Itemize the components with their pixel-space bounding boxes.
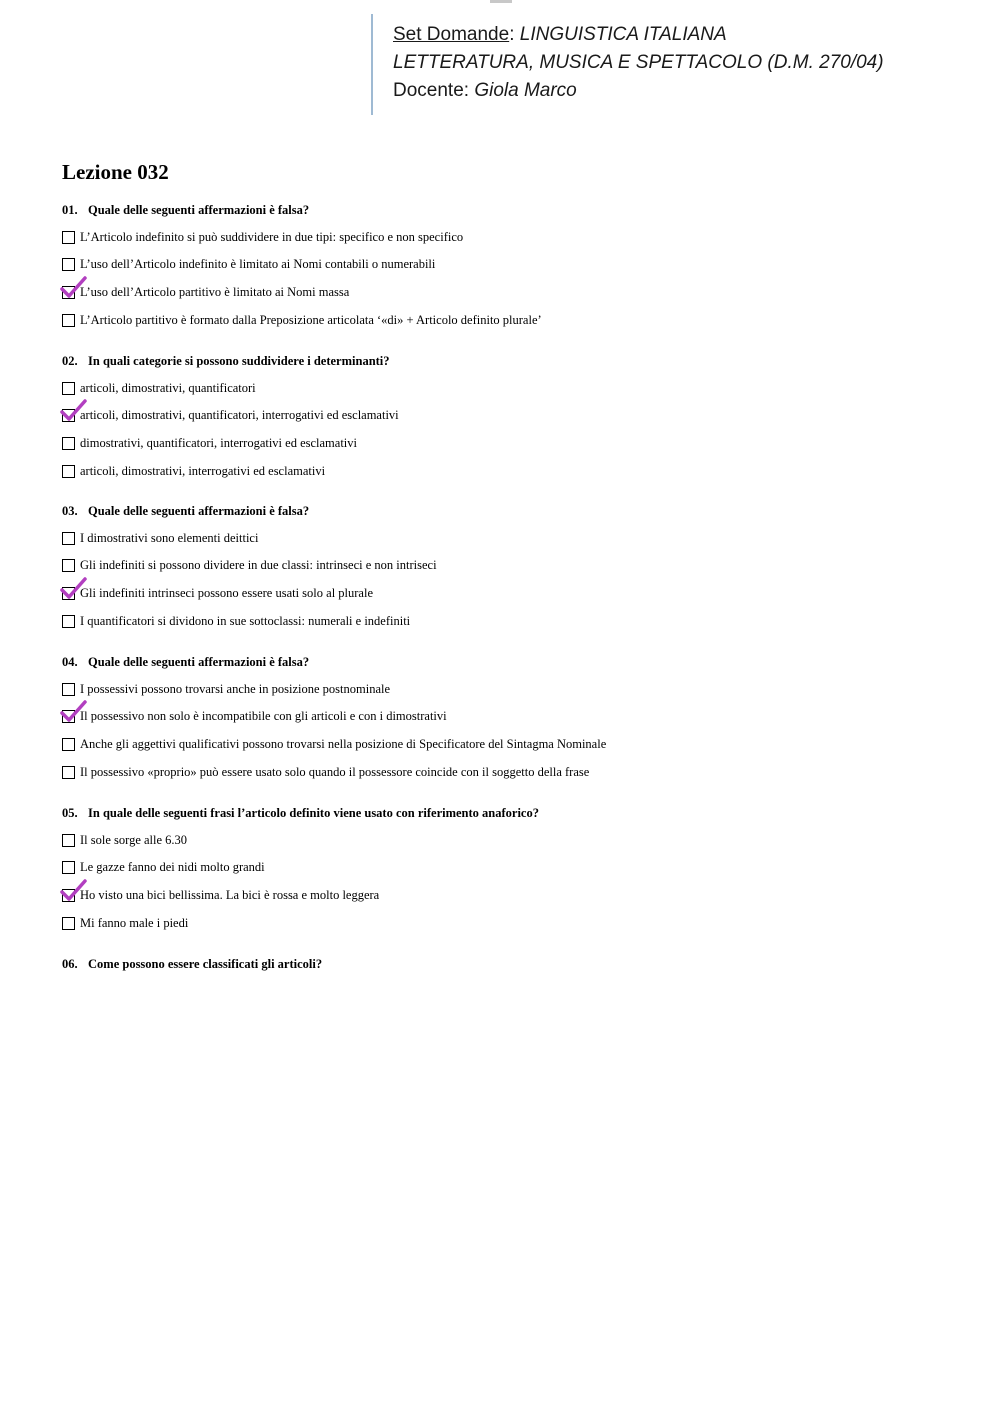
question-text: In quale delle seguenti frasi l’articolo definito viene usato con riferimento anaforico? xyxy=(88,806,539,820)
question-text: Quale delle seguenti affermazioni è falsa? xyxy=(88,504,310,518)
question-number: 06. xyxy=(62,957,78,971)
question-text: Quale delle seguenti affermazioni è falsa? xyxy=(88,203,310,217)
question-number: 03. xyxy=(62,504,78,518)
answer-checkbox[interactable] xyxy=(62,382,75,395)
answer-text: I possessivi possono trovarsi anche in posizione postnominale xyxy=(80,681,391,696)
answer-option[interactable] xyxy=(62,612,410,630)
answer-option[interactable] xyxy=(62,886,379,904)
answer-text: L’uso dell’Articolo indefinito è limitato ai Nomi contabili o numerabili xyxy=(80,257,436,272)
answer-checkbox[interactable] xyxy=(62,437,75,450)
answer-option[interactable] xyxy=(62,529,258,547)
question-number: 05. xyxy=(62,806,78,820)
checkmark-icon xyxy=(60,276,88,300)
answer-text: I dimostrativi sono elementi deittici xyxy=(80,530,259,545)
answer-option[interactable] xyxy=(62,831,187,849)
question-set-label: Set Domande xyxy=(393,24,510,45)
question-set-subject: LINGUISTICA ITALIANA xyxy=(519,24,727,45)
question-set-separator: : xyxy=(509,24,520,45)
answer-text: articoli, dimostrativi, interrogativi ed esclamativi xyxy=(80,463,326,478)
teacher-name: Giola Marco xyxy=(474,80,577,101)
question-heading xyxy=(62,957,322,972)
answer-checkbox[interactable] xyxy=(62,917,75,930)
answer-option[interactable] xyxy=(62,407,399,425)
question-number: 01. xyxy=(62,203,78,217)
answer-checkbox[interactable] xyxy=(62,314,75,327)
answer-checkbox[interactable] xyxy=(62,710,75,723)
question-heading xyxy=(62,354,390,369)
answer-text: Il sole sorge alle 6.30 xyxy=(80,832,188,847)
answer-checkbox[interactable] xyxy=(62,532,75,545)
answer-checkbox[interactable] xyxy=(62,766,75,779)
answer-checkbox[interactable] xyxy=(62,861,75,874)
answer-option[interactable] xyxy=(62,283,349,301)
answer-option[interactable] xyxy=(62,557,437,575)
question-set-line xyxy=(393,21,884,49)
answer-checkbox[interactable] xyxy=(62,587,75,600)
teacher-label: Docente: xyxy=(393,80,475,101)
answer-text: Le gazze fanno dei nidi molto grandi xyxy=(80,860,265,875)
answer-checkbox[interactable] xyxy=(62,465,75,478)
answer-text: I quantificatori si dividono in sue sottoclassi: numerali e indefiniti xyxy=(80,613,411,628)
top-margin-mark xyxy=(490,0,512,3)
lesson-title: Lezione 032 xyxy=(62,160,169,184)
checkmark-icon xyxy=(60,879,88,903)
answer-text: Mi fanno male i piedi xyxy=(80,915,189,930)
answer-text: Ho visto una bici bellissima. La bici è rossa e molto leggera xyxy=(80,887,380,902)
answer-checkbox[interactable] xyxy=(62,559,75,572)
question-heading xyxy=(62,203,309,218)
answer-checkbox[interactable] xyxy=(62,834,75,847)
answer-text: Gli indefiniti si possono dividere in due classi: intrinseci e non intriseci xyxy=(80,558,437,573)
answer-option[interactable] xyxy=(62,379,256,397)
question-number: 02. xyxy=(62,354,78,368)
answer-text: articoli, dimostrativi, quantificatori xyxy=(80,380,256,395)
answer-checkbox[interactable] xyxy=(62,615,75,628)
answer-option[interactable] xyxy=(62,462,325,480)
answer-option[interactable] xyxy=(62,311,542,329)
answer-option[interactable] xyxy=(62,680,390,698)
answer-option[interactable] xyxy=(62,434,357,452)
answer-checkbox[interactable] xyxy=(62,738,75,751)
answer-text: dimostrativi, quantificatori, interrogativi ed esclamativi xyxy=(80,435,358,450)
answer-option[interactable] xyxy=(62,708,447,726)
answer-text: articoli, dimostrativi, quantificatori, interrogativi ed esclamativi xyxy=(80,408,399,423)
answer-checkbox[interactable] xyxy=(62,889,75,902)
checkmark-icon xyxy=(60,700,88,724)
course-name: LETTERATURA, MUSICA E SPETTACOLO (D.M. 270/04) xyxy=(393,52,884,73)
question-number: 04. xyxy=(62,655,78,669)
answer-option[interactable] xyxy=(62,763,589,781)
teacher-line xyxy=(393,77,884,105)
answer-text: Il possessivo «proprio» può essere usato solo quando il possessore coincide con il soggetto della frase xyxy=(80,764,590,779)
question-text: Come possono essere classificati gli articoli? xyxy=(88,957,323,971)
answer-text: Il possessivo non solo è incompatibile con gli articoli e con i dimostrativi xyxy=(80,709,447,724)
answer-text: Gli indefiniti intrinseci possono essere usati solo al plurale xyxy=(80,585,373,600)
checkmark-icon xyxy=(60,577,88,601)
answer-checkbox[interactable] xyxy=(62,409,75,422)
answer-checkbox[interactable] xyxy=(62,231,75,244)
question-text: In quali categorie si possono suddividere i determinanti? xyxy=(88,354,390,368)
answer-option[interactable] xyxy=(62,256,435,274)
document-header xyxy=(371,14,884,115)
question-heading xyxy=(62,806,539,821)
question-text: Quale delle seguenti affermazioni è falsa? xyxy=(88,655,310,669)
question-heading xyxy=(62,504,309,519)
question-heading xyxy=(62,655,309,670)
answer-option[interactable] xyxy=(62,914,188,932)
answer-option[interactable] xyxy=(62,735,606,753)
answer-text: L’uso dell’Articolo partitivo è limitato ai Nomi massa xyxy=(80,284,350,299)
answer-option[interactable] xyxy=(62,584,373,602)
answer-checkbox[interactable] xyxy=(62,286,75,299)
answer-text: L’Articolo indefinito si può suddividere in due tipi: specifico e non specifico xyxy=(80,229,464,244)
answer-text: L’Articolo partitivo è formato dalla Preposizione articolata ‘«di» + Articolo definito plurale’ xyxy=(80,312,542,327)
answer-option[interactable] xyxy=(62,859,265,877)
answer-option[interactable] xyxy=(62,228,463,246)
answer-checkbox[interactable] xyxy=(62,683,75,696)
checkmark-icon xyxy=(60,399,88,423)
answer-checkbox[interactable] xyxy=(62,258,75,271)
answer-text: Anche gli aggettivi qualificativi possono trovarsi nella posizione di Specificatore del Sintagma Nominale xyxy=(80,736,607,751)
